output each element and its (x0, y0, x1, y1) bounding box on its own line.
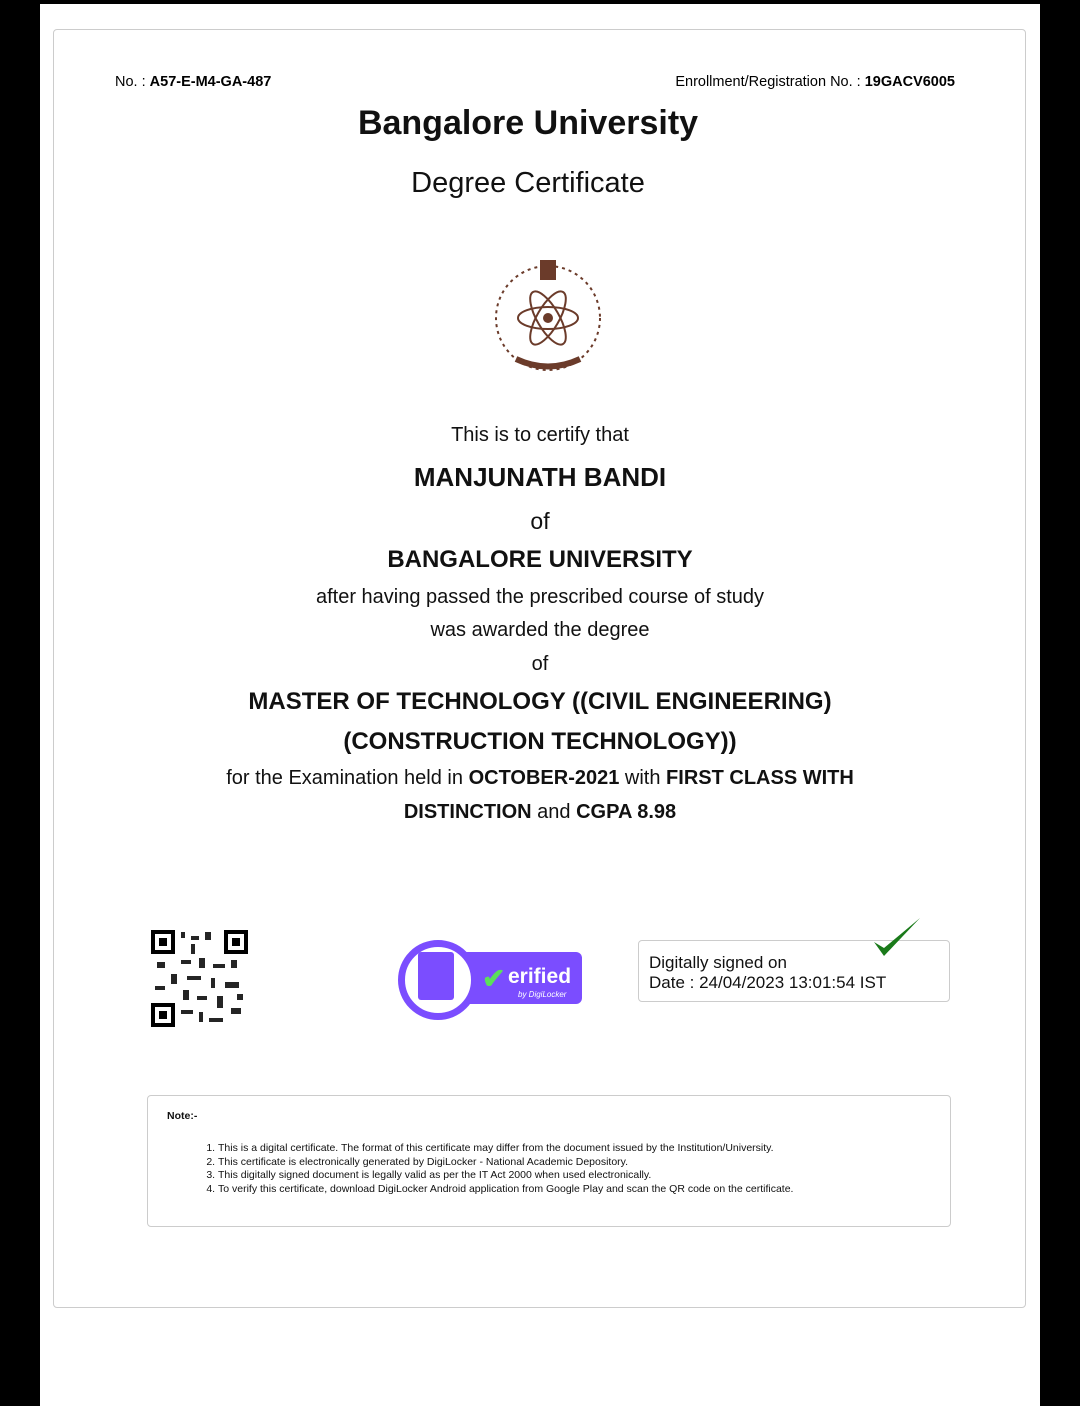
signature-check-icon (870, 914, 924, 960)
signature-date: Date : 24/04/2023 13:01:54 IST (649, 973, 887, 992)
note-item: 3. This digitally signed document is legally valid as per the IT Act 2000 when used electronically. (218, 1169, 793, 1183)
enroll-value: 19GACV6005 (864, 74, 955, 90)
check-icon: ✔ (482, 963, 506, 994)
with-text: with (619, 767, 667, 789)
note-title: Note:- (167, 1110, 198, 1122)
note-list (194, 1142, 793, 1196)
digilocker-verified-badge (398, 940, 584, 1020)
badge-word: erified (508, 965, 572, 988)
of-text-2: of (531, 653, 549, 675)
signature-line-1: Digitally signed on (649, 953, 787, 972)
note-box (147, 1095, 951, 1227)
note-item: 2. This certificate is electronically generated by DigiLocker - National Academic Depository. (218, 1156, 793, 1170)
cgpa: CGPA 8.98 (576, 801, 677, 823)
certificate-number (115, 74, 271, 90)
exam-line (40, 767, 1040, 790)
exam-prefix: for the Examination held in (226, 767, 469, 789)
awarded-text: was awarded the degree (430, 619, 650, 641)
exam-session: OCTOBER-2021 (468, 767, 620, 789)
university-logo-icon (486, 254, 611, 382)
university-title: Bangalore University (357, 104, 699, 142)
degree-line-2: (CONSTRUCTION TECHNOLOGY)) (343, 728, 737, 755)
recipient-name: MANJUNATH BANDI (413, 462, 667, 492)
document-cloud-icon (418, 952, 454, 1000)
certificate-page (40, 4, 1040, 1406)
enroll-label: Enrollment/Registration No. : (675, 74, 865, 90)
class-line-1: FIRST CLASS WITH (666, 767, 854, 789)
and-text: and (531, 801, 577, 823)
class-line-2: DISTINCTION (403, 801, 532, 823)
no-label: No. : (115, 74, 150, 90)
note-item: 1. This is a digital certificate. The format of this certificate may differ from the document issued by the Institution/University. (218, 1142, 793, 1156)
certificate-subtitle: Degree Certificate (411, 167, 645, 199)
qr-code-icon[interactable] (151, 930, 248, 1027)
enrollment-number (675, 74, 955, 90)
badge-by: by DigiLocker (518, 990, 567, 999)
class-cgpa-line (40, 801, 1040, 824)
certify-text: This is to certify that (451, 424, 629, 446)
no-value: A57-E-M4-GA-487 (149, 74, 272, 90)
degree-line-1: MASTER OF TECHNOLOGY ((CIVIL ENGINEERING) (248, 688, 832, 715)
institution-name: BANGALORE UNIVERSITY (387, 546, 693, 573)
note-item: 4. To verify this certificate, download DigiLocker Android application from Google Play and scan the QR code on the certificate. (218, 1183, 793, 1197)
of-text: of (530, 508, 550, 534)
passed-text: after having passed the prescribed course of study (315, 586, 765, 608)
